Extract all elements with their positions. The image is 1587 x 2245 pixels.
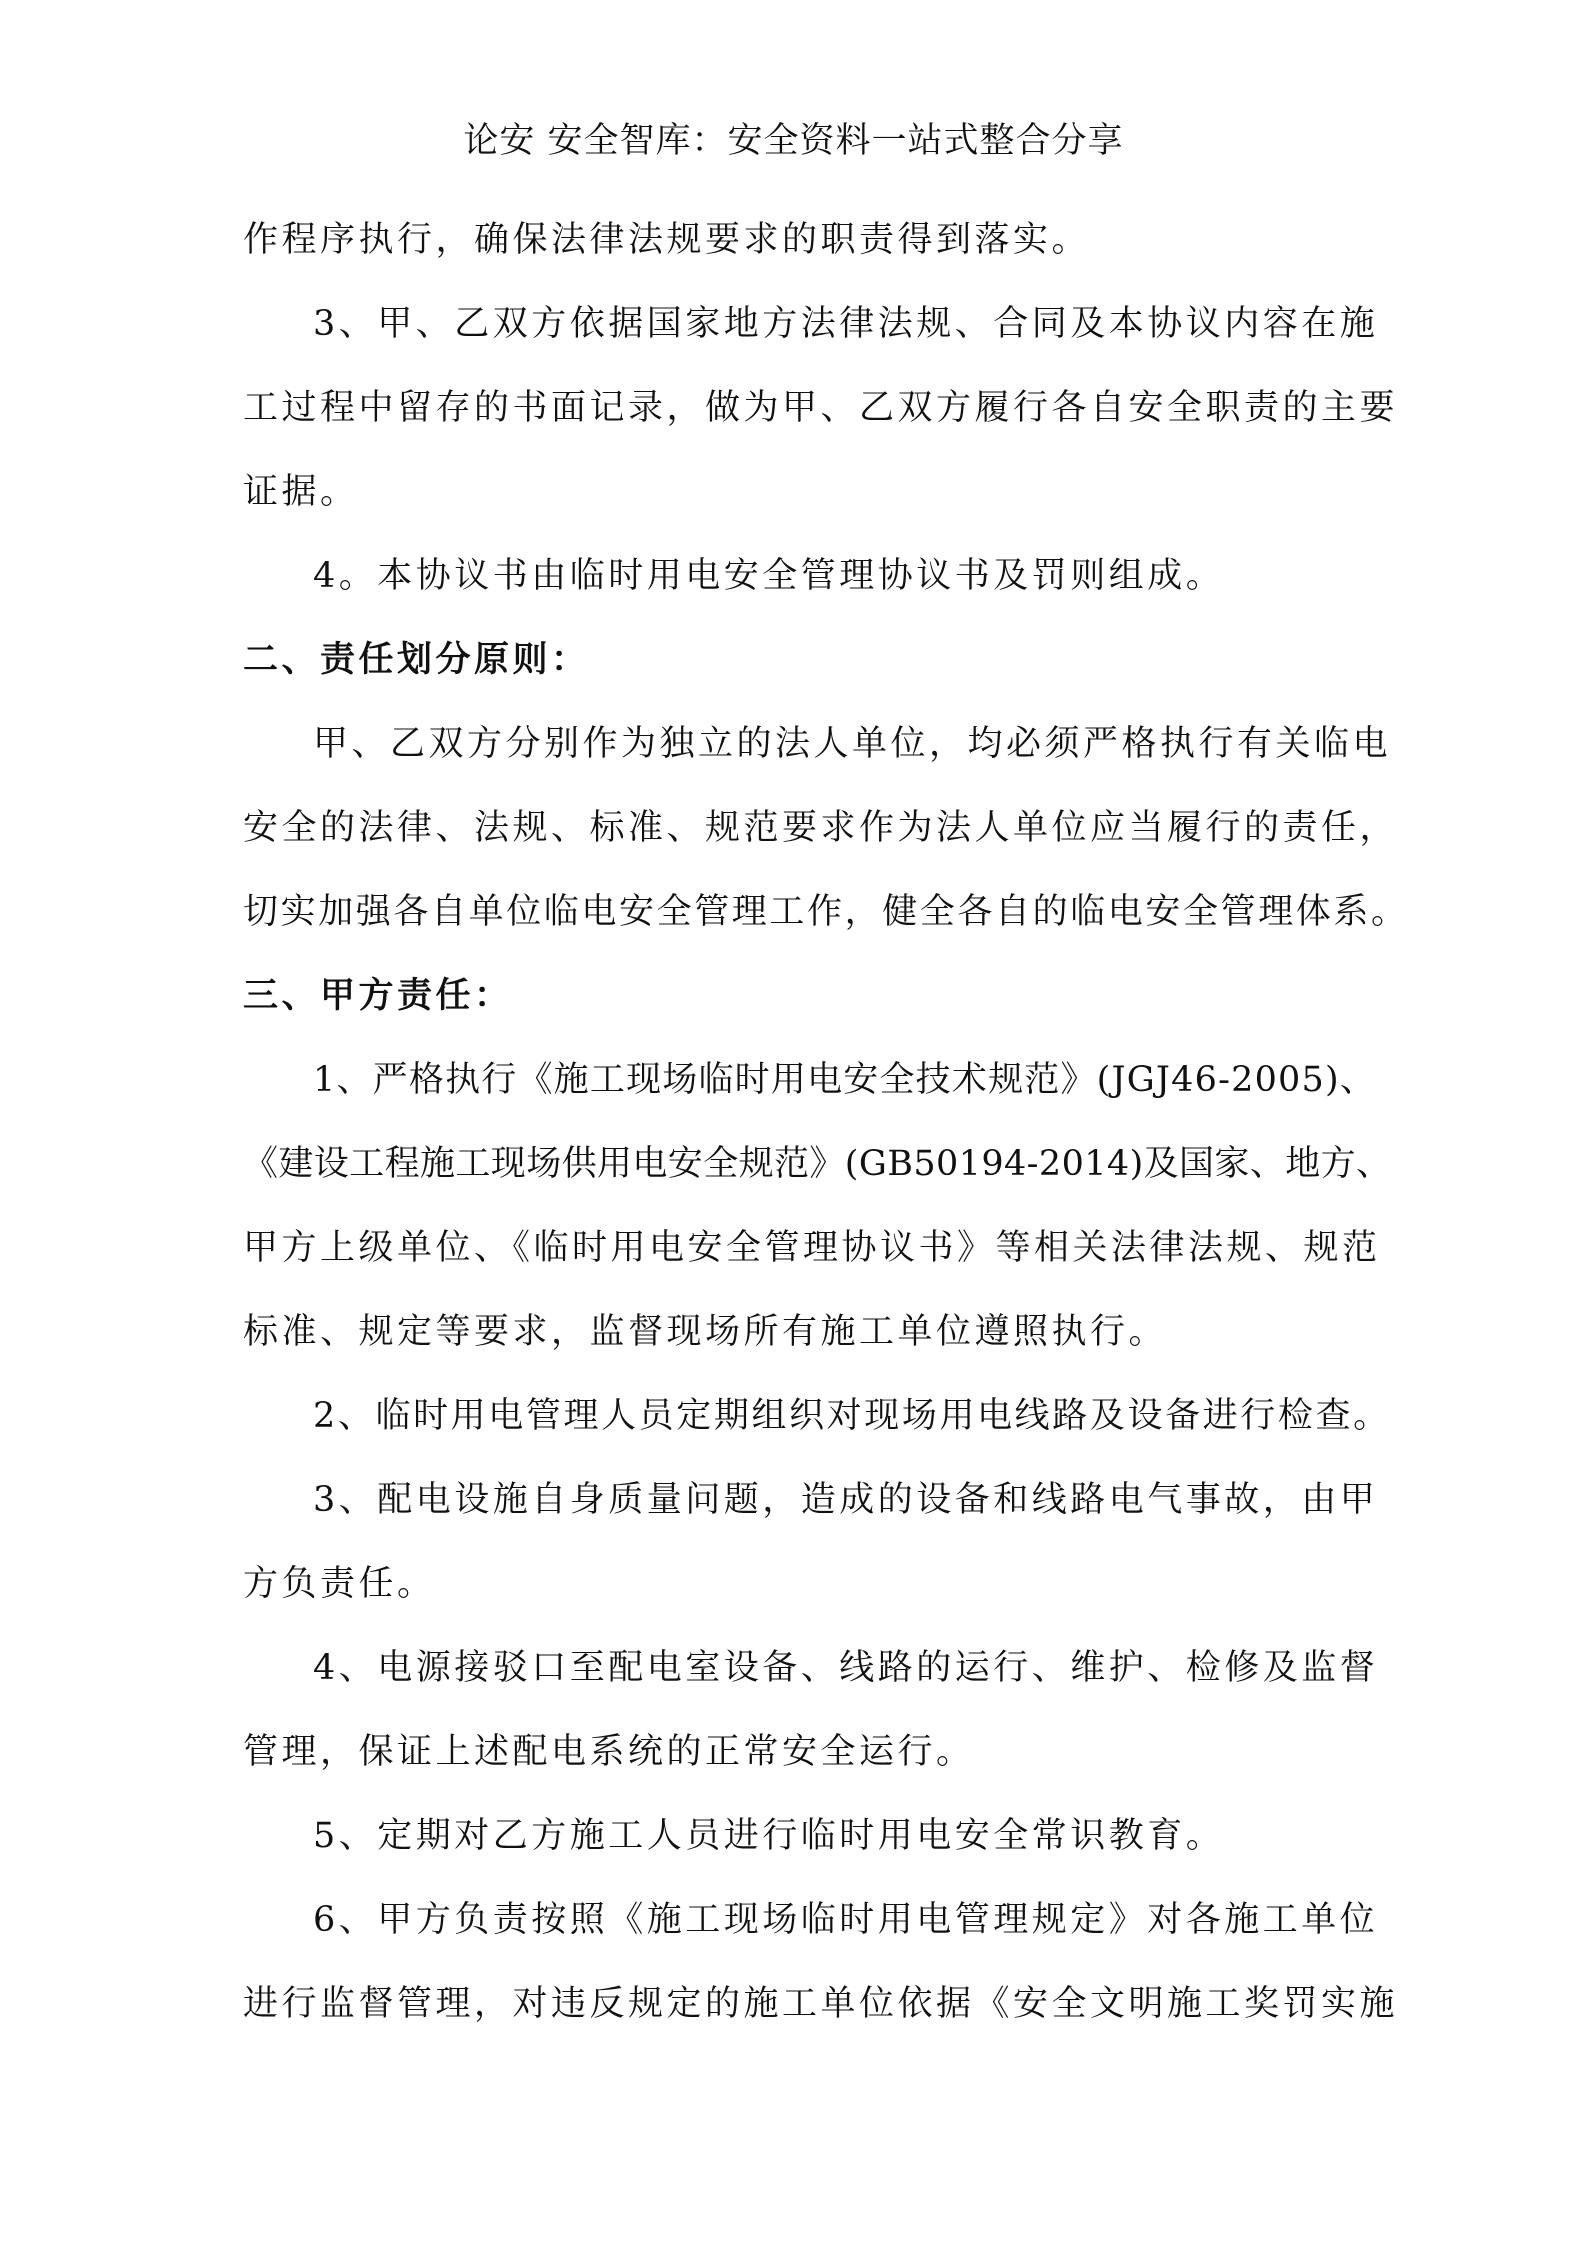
paragraph-line: 标准、规定等要求，监督现场所有施工单位遵照执行。: [243, 1312, 1168, 1352]
paragraph-line: 2、临时用电管理人员定期组织对现场用电线路及设备进行检查。: [313, 1396, 1391, 1436]
section-heading: 二、责任划分原则：: [243, 639, 590, 680]
paragraph-line: 6、甲方负责按照《施工现场临时用电管理规定》对各施工单位: [313, 1900, 1379, 1940]
paragraph-line: 1、严格执行《施工现场临时用电安全技术规范》(JGJ46-2005)、: [313, 1060, 1377, 1100]
paragraph-line: 方负责任。: [243, 1564, 436, 1604]
paragraph-line: 安全的法律、法规、标准、规范要求作为法人单位应当履行的责任，: [243, 808, 1399, 848]
paragraph-line: 切实加强各自单位临电安全管理工作，健全各自的临电安全管理体系。: [243, 892, 1409, 932]
paragraph-line: 甲、乙双方分别作为独立的法人单位，均必须严格执行有关临电: [313, 724, 1392, 764]
page-header: 论安 安全智库：安全资料一站式整合分享: [463, 121, 1124, 161]
paragraph-line: 3、甲、乙双方依据国家地方法律法规、合同及本协议内容在施: [313, 304, 1379, 344]
paragraph-line: 《建设工程施工现场供用电安全规范》(GB50194-2014)及国家、地方、: [243, 1144, 1392, 1184]
paragraph-line: 进行监督管理，对违反规定的施工单位依据《安全文明施工奖罚实施: [243, 1984, 1399, 2024]
paragraph-line: 证据。: [243, 472, 359, 512]
paragraph-line: 5、定期对乙方施工人员进行临时用电安全常识教育。: [313, 1816, 1225, 1856]
paragraph-line: 甲方上级单位、《临时用电安全管理协议书》等相关法律法规、规范: [243, 1228, 1381, 1268]
paragraph-line: 4。本协议书由临时用电安全管理协议书及罚则组成。: [313, 556, 1225, 596]
paragraph-line: 4、电源接驳口至配电室设备、线路的运行、维护、检修及监督: [313, 1648, 1379, 1688]
paragraph-line: 管理，保证上述配电系统的正常安全运行。: [243, 1732, 975, 1772]
section-heading: 三、甲方责任：: [243, 975, 513, 1016]
paragraph-line: 3、配电设施自身质量问题，造成的设备和线路电气事故，由甲: [313, 1480, 1379, 1520]
paragraph-line: 作程序执行，确保法律法规要求的职责得到落实。: [243, 220, 1091, 260]
paragraph-line: 工过程中留存的书面记录，做为甲、乙双方履行各自安全职责的主要: [243, 388, 1399, 428]
